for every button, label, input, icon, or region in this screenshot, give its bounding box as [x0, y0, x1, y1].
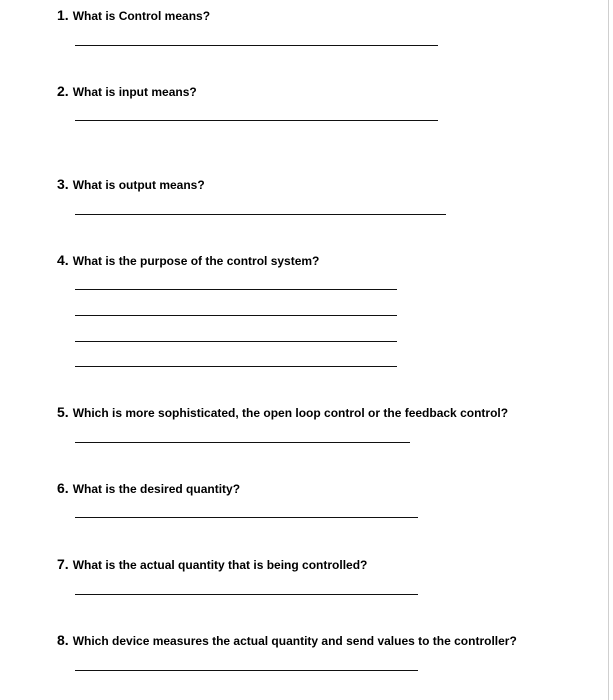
- page-edge-divider: [608, 0, 609, 700]
- question-2: [57, 84, 197, 99]
- answer-line[interactable]: [75, 341, 397, 342]
- question-text: What is the purpose of the control system?: [72, 254, 320, 268]
- answer-line[interactable]: [75, 670, 418, 671]
- answer-line[interactable]: [75, 366, 397, 367]
- question-text: Which device measures the actual quantity and send values to the controller?: [72, 634, 517, 648]
- answer-line[interactable]: [75, 214, 446, 215]
- question-4: [57, 253, 319, 268]
- question-text: What is input means?: [72, 85, 197, 99]
- question-number: 6.: [57, 480, 69, 496]
- question-text: Which is more sophisticated, the open loop control or the feedback control?: [72, 406, 509, 420]
- question-number: 5.: [57, 404, 69, 420]
- question-1: [57, 8, 210, 23]
- question-number: 8.: [57, 632, 69, 648]
- question-text: What is Control means?: [72, 9, 211, 23]
- question-text: What is the actual quantity that is being controlled?: [72, 558, 368, 572]
- answer-line[interactable]: [75, 289, 397, 290]
- question-number: 1.: [57, 7, 69, 23]
- question-3: [57, 177, 205, 192]
- question-5: [57, 405, 508, 420]
- answer-line[interactable]: [75, 315, 397, 316]
- question-number: 7.: [57, 556, 69, 572]
- question-number: 2.: [57, 83, 69, 99]
- question-text: What is output means?: [72, 178, 205, 192]
- question-6: [57, 481, 240, 496]
- question-number: 3.: [57, 176, 69, 192]
- question-text: What is the desired quantity?: [72, 482, 241, 496]
- answer-line[interactable]: [75, 517, 418, 518]
- question-8: [57, 633, 517, 648]
- answer-line[interactable]: [75, 120, 438, 121]
- answer-line[interactable]: [75, 45, 438, 46]
- answer-line[interactable]: [75, 442, 410, 443]
- answer-line[interactable]: [75, 594, 418, 595]
- question-number: 4.: [57, 252, 69, 268]
- question-7: [57, 557, 367, 572]
